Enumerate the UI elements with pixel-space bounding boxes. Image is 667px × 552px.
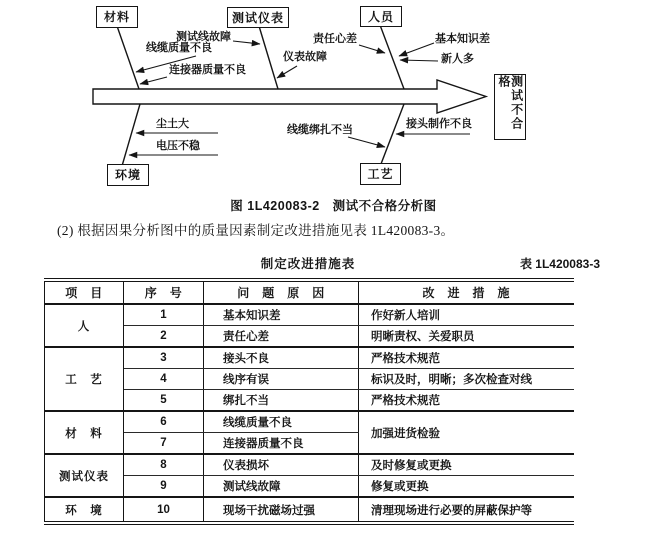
seq-cell: 2 <box>124 326 204 348</box>
arrow-basic-knowledge <box>399 43 434 56</box>
measure-cell: 清理现场进行必要的屏蔽保护等 <box>359 497 574 523</box>
table-title: 制定改进措施表 <box>260 257 356 271</box>
cause-label-connector-quality: 连接器质量不良 <box>169 64 246 76</box>
cause-cell: 责任心差 <box>204 326 359 348</box>
arrow-cable-binding <box>348 137 385 147</box>
arrow-test-line-fault <box>233 41 260 44</box>
measure-cell: 作好新人培训 <box>359 304 574 326</box>
branch-line-personnel <box>380 25 404 89</box>
seq-cell: 4 <box>124 369 204 390</box>
cause-label-new-staff: 新人多 <box>441 53 474 65</box>
fishbone-diagram <box>0 0 667 215</box>
seq-cell: 3 <box>124 347 204 369</box>
cause-cell: 线缆质量不良 <box>204 411 359 433</box>
seq-cell: 9 <box>124 476 204 498</box>
branch-line-environment <box>122 104 140 166</box>
arrow-responsibility <box>359 45 385 53</box>
cause-label-cable-quality: 线缆质量不良 <box>146 42 212 54</box>
category-box-instrument: 测试仪表 <box>227 7 289 28</box>
cause-label-cable-binding: 线缆绑扎不当 <box>287 124 353 136</box>
col-header-seq: 序 号 <box>124 280 204 304</box>
figure-caption: 图 1L420083-2 测试不合格分析图 <box>230 199 437 213</box>
category-box-material: 材料 <box>96 6 138 28</box>
cause-label-dust: 尘土大 <box>156 118 189 130</box>
arrow-instrument-fault <box>277 66 297 78</box>
col-header-item: 项 目 <box>45 280 124 304</box>
seq-cell: 8 <box>124 454 204 476</box>
table-row <box>45 454 574 476</box>
group-cell-material: 材 料 <box>45 411 124 454</box>
cause-label-instrument-fault: 仪表故障 <box>283 51 327 63</box>
improvement-measures-table <box>44 278 574 525</box>
seq-cell: 5 <box>124 390 204 412</box>
category-box-process: 工艺 <box>360 163 401 185</box>
col-header-cause: 问 题 原 因 <box>204 280 359 304</box>
cause-cell: 接头不良 <box>204 347 359 369</box>
cause-label-voltage: 电压不稳 <box>156 140 200 152</box>
group-cell-process: 工 艺 <box>45 347 124 411</box>
cause-cell: 连接器质量不良 <box>204 433 359 455</box>
cause-cell: 绑扎不当 <box>204 390 359 412</box>
table-row <box>45 476 574 498</box>
measure-cell: 修复或更换 <box>359 476 574 498</box>
table-row <box>45 497 574 523</box>
seq-cell: 10 <box>124 497 204 523</box>
category-box-personnel: 人员 <box>360 6 402 27</box>
measure-cell: 明晰责权、关爱职员 <box>359 326 574 348</box>
branch-line-instrument <box>259 26 278 89</box>
table-header-row <box>45 280 574 304</box>
group-cell-instrument: 测试仪表 <box>45 454 124 497</box>
group-cell-environment: 环 境 <box>45 497 124 523</box>
table-row <box>45 304 574 326</box>
spine-arrow <box>93 80 486 113</box>
measure-cell-merged: 加强进货检验 <box>359 411 574 454</box>
cause-cell: 线序有误 <box>204 369 359 390</box>
group-cell-personnel: 人 <box>45 304 124 347</box>
cause-label-responsibility: 责任心差 <box>313 33 357 45</box>
col-header-measure: 改 进 措 施 <box>359 280 574 304</box>
seq-cell: 7 <box>124 433 204 455</box>
cause-cell: 现场干扰磁场过强 <box>204 497 359 523</box>
table-number: 表 1L420083-3 <box>519 257 600 271</box>
cause-cell: 基本知识差 <box>204 304 359 326</box>
cause-cell: 仪表损坏 <box>204 454 359 476</box>
cause-label-joint-making: 接头制作不良 <box>406 118 472 130</box>
measure-cell: 严格技术规范 <box>359 347 574 369</box>
branch-line-material <box>117 26 139 89</box>
cause-label-test-line-fault: 测试线故障 <box>176 31 231 43</box>
cause-cell: 测试线故障 <box>204 476 359 498</box>
seq-cell: 6 <box>124 411 204 433</box>
cause-label-basic-knowledge: 基本知识差 <box>435 33 490 45</box>
table-row <box>45 411 574 433</box>
arrow-connector-quality <box>140 77 167 84</box>
body-paragraph: (2) 根据因果分析图中的质量因素制定改进措施见表 1L420083-3。 <box>57 223 455 238</box>
table-row <box>45 369 574 390</box>
measure-cell: 严格技术规范 <box>359 390 574 412</box>
measure-cell: 及时修复或更换 <box>359 454 574 476</box>
table-row <box>45 347 574 369</box>
table-row <box>45 326 574 348</box>
arrow-new-staff <box>400 60 438 61</box>
category-box-environment: 环境 <box>107 164 149 186</box>
seq-cell: 1 <box>124 304 204 326</box>
effect-box: 测试不合格 <box>494 74 526 140</box>
table-row <box>45 390 574 412</box>
measure-cell: 标识及时，明晰；多次检查对线 <box>359 369 574 390</box>
